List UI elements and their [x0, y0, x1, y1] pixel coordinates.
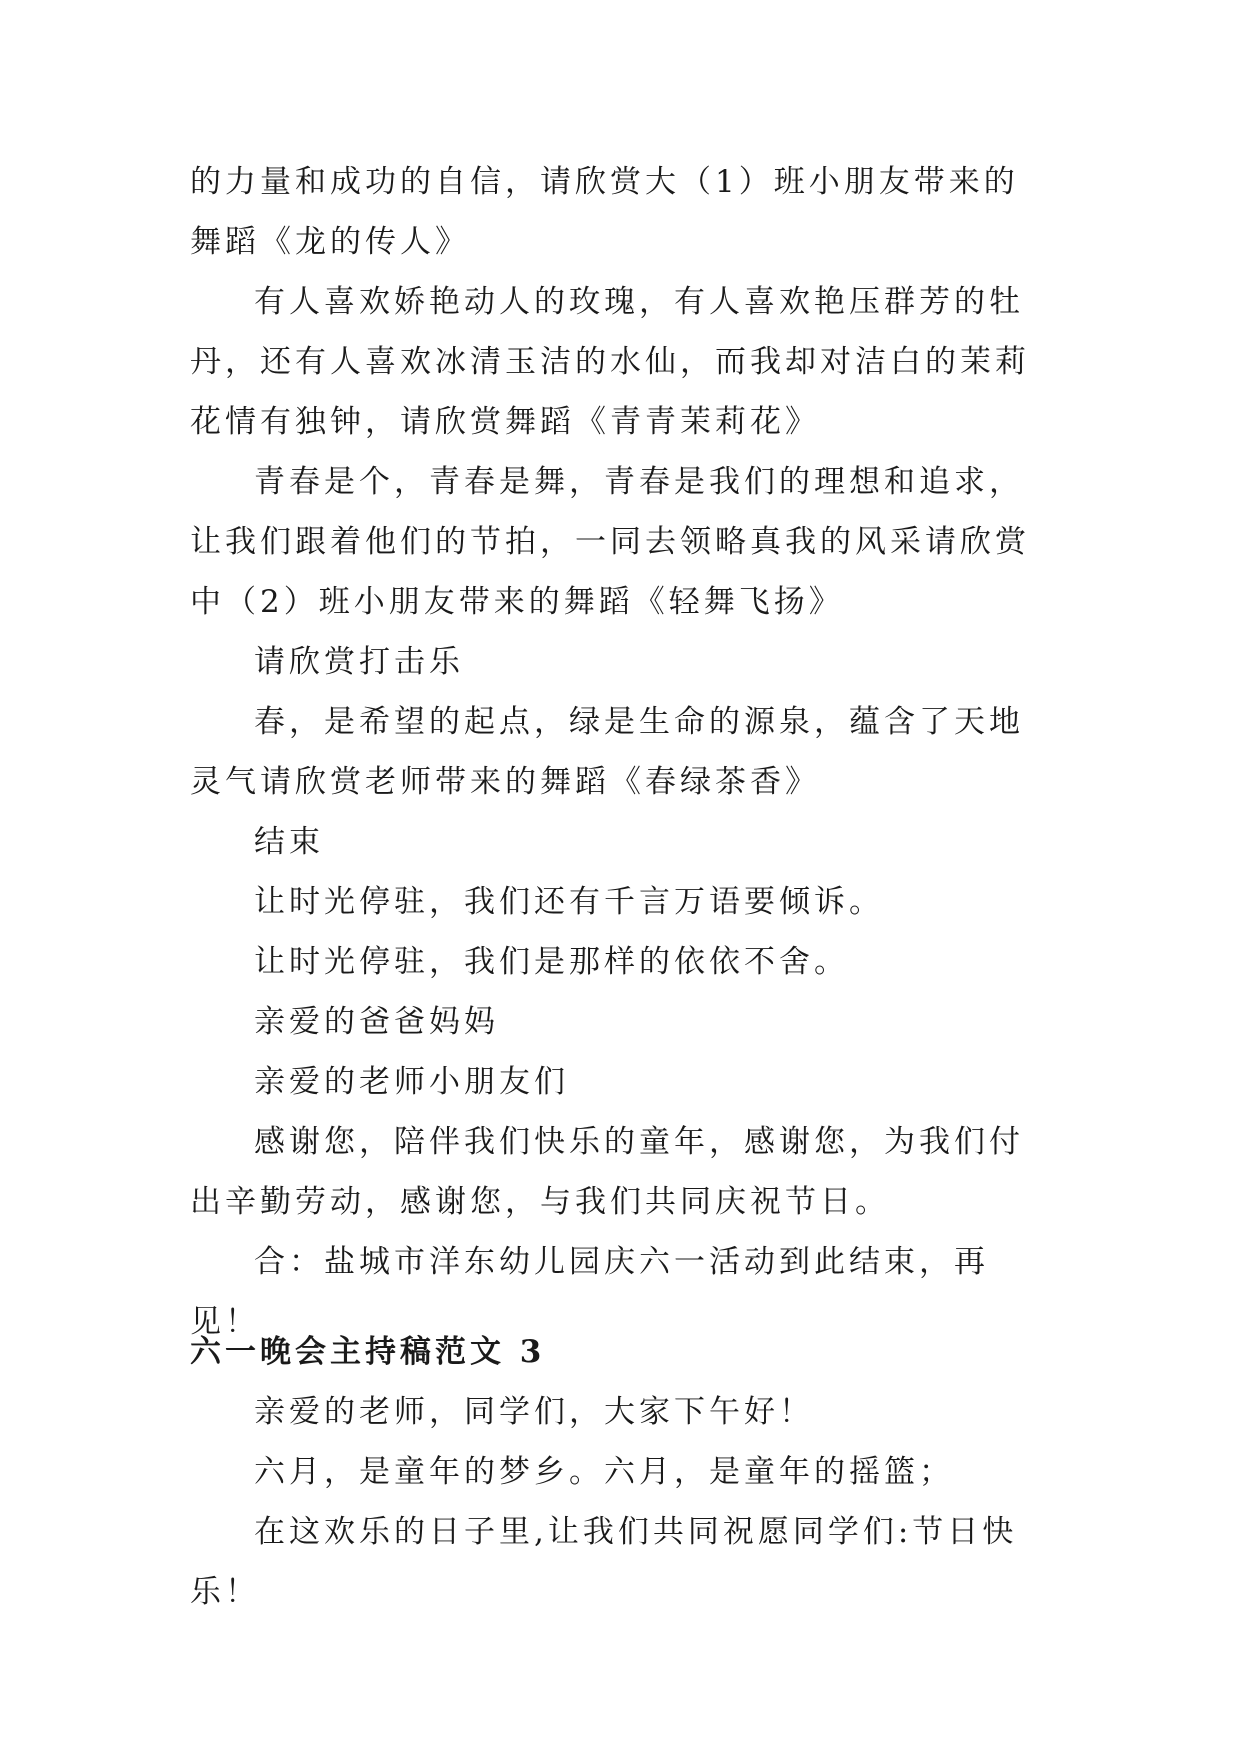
paragraph: 亲爱的爸爸妈妈: [254, 1004, 499, 1040]
section-heading: 六一晚会主持稿范文 3: [190, 1334, 546, 1370]
paragraph: 让时光停驻，我们还有千言万语要倾诉。: [254, 884, 884, 920]
paragraph: 亲爱的老师小朋友们: [254, 1064, 569, 1100]
paragraph: 结束: [254, 824, 324, 860]
body-text-section: [190, 152, 1050, 1352]
section-3: [190, 1322, 1050, 1622]
paragraph: 亲爱的老师，同学们，大家下午好！: [254, 1394, 814, 1430]
paragraph: 有人喜欢娇艳动人的玫瑰，有人喜欢艳压群芳的牡丹，还有人喜欢冰清玉洁的水仙，而我却对洁白的茉莉花情有独钟，请欣赏舞蹈《青青茉莉花》: [190, 284, 1030, 440]
paragraph: 六月，是童年的梦乡。六月，是童年的摇篮；: [254, 1454, 954, 1490]
paragraph: 在这欢乐的日子里,让我们共同祝愿同学们:节日快乐！: [190, 1514, 1018, 1610]
paragraph: 请欣赏打击乐: [254, 644, 464, 680]
paragraph: 感谢您，陪伴我们快乐的童年，感谢您，为我们付出辛勤劳动，感谢您，与我们共同庆祝节日。: [190, 1124, 1024, 1220]
paragraph: 青春是个，青春是舞，青春是我们的理想和追求，让我们跟着他们的节拍，一同去领略真我的风采请欣赏中（2）班小朋友带来的舞蹈《轻舞飞扬》: [190, 464, 1030, 620]
paragraph: 春，是希望的起点，绿是生命的源泉，蕴含了天地灵气请欣赏老师带来的舞蹈《春绿茶香》: [190, 704, 1024, 800]
paragraph: 让时光停驻，我们是那样的依依不舍。: [254, 944, 849, 980]
paragraph-continuation: 的力量和成功的自信，请欣赏大（1）班小朋友带来的舞蹈《龙的传人》: [190, 164, 1019, 260]
paragraph: 合：盐城市洋东幼儿园庆六一活动到此结束，再见！: [190, 1244, 989, 1340]
